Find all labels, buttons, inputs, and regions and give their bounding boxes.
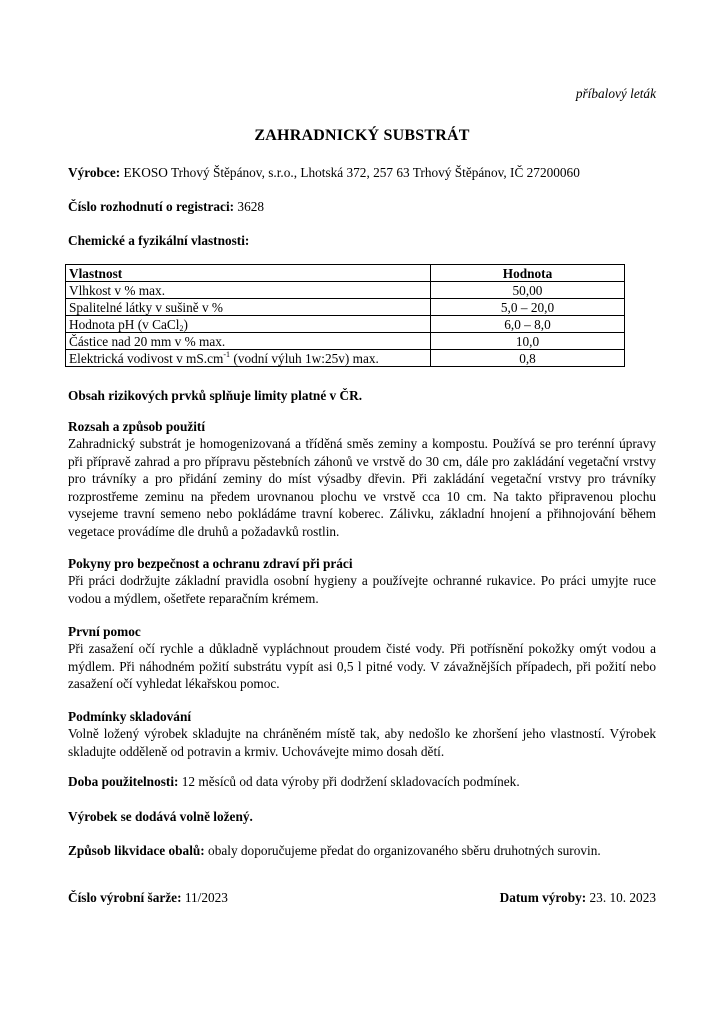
table-row — [66, 350, 625, 367]
leaflet-note: příbalový leták — [575, 86, 656, 101]
usage-heading: Rozsah a způsob použití — [68, 419, 206, 434]
ph-label-subscript: 2 — [179, 323, 184, 333]
table-header-value: Hodnota — [431, 265, 625, 282]
table-row — [66, 333, 625, 350]
table-header-row — [66, 265, 625, 282]
table-cell-property — [66, 316, 431, 333]
conductivity-label-end: (vodní výluh 1w:25v) max. — [230, 350, 379, 366]
table-cell-value: 5,0 – 20,0 — [431, 299, 625, 316]
first-aid-text: Při zasažení očí rychle a důkladně vypláchnout proudem čisté vody. Při potřísnění pokožky omýt vodou a mýdlem. Při náhodném požití substrátu vypít asi 0,5 l pitné vody. V závažnějších případech, při požití nebo zasažení očí vyhledat lékařskou pomoc. — [68, 641, 656, 692]
properties-table — [65, 264, 625, 367]
ph-label-end: ) — [183, 316, 188, 332]
table-cell-value: 0,8 — [431, 350, 625, 367]
table-cell-value: 50,00 — [431, 282, 625, 299]
disposal-label: Způsob likvidace obalů: — [68, 843, 205, 858]
production-date-value: 23. 10. 2023 — [589, 890, 656, 905]
registration-line — [68, 198, 656, 215]
manufacturer-line — [68, 164, 656, 181]
usage-text: Zahradnický substrát je homogenizovaná a tříděná směs zeminy a kompostu. Používá se pro terénní úpravy při přípravě zahrad a pro přípravu pěstebních záhonů ve vrstvě do 30 cm, dále pro zakládání vegetační vrstvy pro trávníky a pro přidání zeminy do míst výsadby dřevin. Při zakládání vegetační vrstvy pro trávníky rozprostřeme zeminu na předem urovnanou plochu ve vrstvě cca 10 cm. Na takto připravenou plochu vysejeme travní semeno nebo pokládáme travní koberec. Zálivku, základní hnojení a přihnojování během vegetace provádíme dle druhů a požadavků rostlin. — [68, 436, 656, 539]
shelf-life-label: Doba použitelnosti: — [68, 774, 179, 789]
table-row — [66, 282, 625, 299]
table-cell-value: 10,0 — [431, 333, 625, 350]
batch-number-line — [68, 890, 228, 906]
conductivity-label-superscript: -1 — [223, 349, 231, 359]
disposal-line — [68, 842, 656, 859]
properties-heading: Chemické a fyzikální vlastnosti: — [68, 233, 250, 248]
batch-label: Číslo výrobní šarže: — [68, 890, 182, 905]
production-date-label: Datum výroby: — [499, 890, 587, 905]
table-cell-value: 6,0 – 8,0 — [431, 316, 625, 333]
table-row — [66, 299, 625, 316]
safety-text: Při práci dodržujte základní pravidla osobní hygieny a používejte ochranné rukavice. Po práci umyjte ruce vodou a mýdlem, ošetřete reparačním krémem. — [68, 573, 656, 606]
table-cell-property: Vlhkost v % max. — [66, 282, 431, 299]
table-row — [66, 316, 625, 333]
production-date-line — [500, 890, 656, 906]
first-aid-heading: První pomoc — [68, 624, 141, 639]
batch-value: 11/2023 — [184, 890, 228, 905]
table-cell-property — [66, 350, 431, 367]
conductivity-label-text: Elektrická vodivost v mS.cm — [69, 350, 224, 366]
document-title: ZAHRADNICKÝ SUBSTRÁT — [254, 127, 470, 144]
manufacturer-value: EKOSO Trhový Štěpánov, s.r.o., Lhotská 372, 257 63 Trhový Štěpánov, IČ 27200060 — [123, 165, 580, 180]
risk-statement: Obsah rizikových prvků splňuje limity platné v ČR. — [68, 388, 363, 403]
table-cell-property: Spalitelné látky v sušině v % — [66, 299, 431, 316]
shelf-life-line — [68, 773, 656, 790]
registration-label: Číslo rozhodnutí o registraci: — [68, 199, 235, 214]
registration-value: 3628 — [237, 199, 265, 214]
manufacturer-label: Výrobce: — [68, 165, 121, 180]
storage-heading: Podmínky skladování — [68, 709, 192, 724]
shelf-life-value: 12 měsíců od data výroby při dodržení skladovacích podmínek. — [181, 774, 520, 789]
ph-label-text: Hodnota pH (v CaCl — [69, 316, 180, 332]
supply-statement: Výrobek se dodává volně ložený. — [68, 809, 253, 824]
safety-heading: Pokyny pro bezpečnost a ochranu zdraví při práci — [68, 556, 353, 571]
storage-text: Volně ložený výrobek skladujte na chráněném místě tak, aby nedošlo ke zhoršení jeho vlastností. Výrobek skladujte odděleně od potravin a krmiv. Uchovávejte mimo dosah dětí. — [68, 726, 656, 759]
disposal-value: obaly doporučujeme předat do organizovaného sběru druhotných surovin. — [208, 843, 601, 858]
table-cell-property: Částice nad 20 mm v % max. — [66, 333, 431, 350]
table-header-property: Vlastnost — [66, 265, 431, 282]
